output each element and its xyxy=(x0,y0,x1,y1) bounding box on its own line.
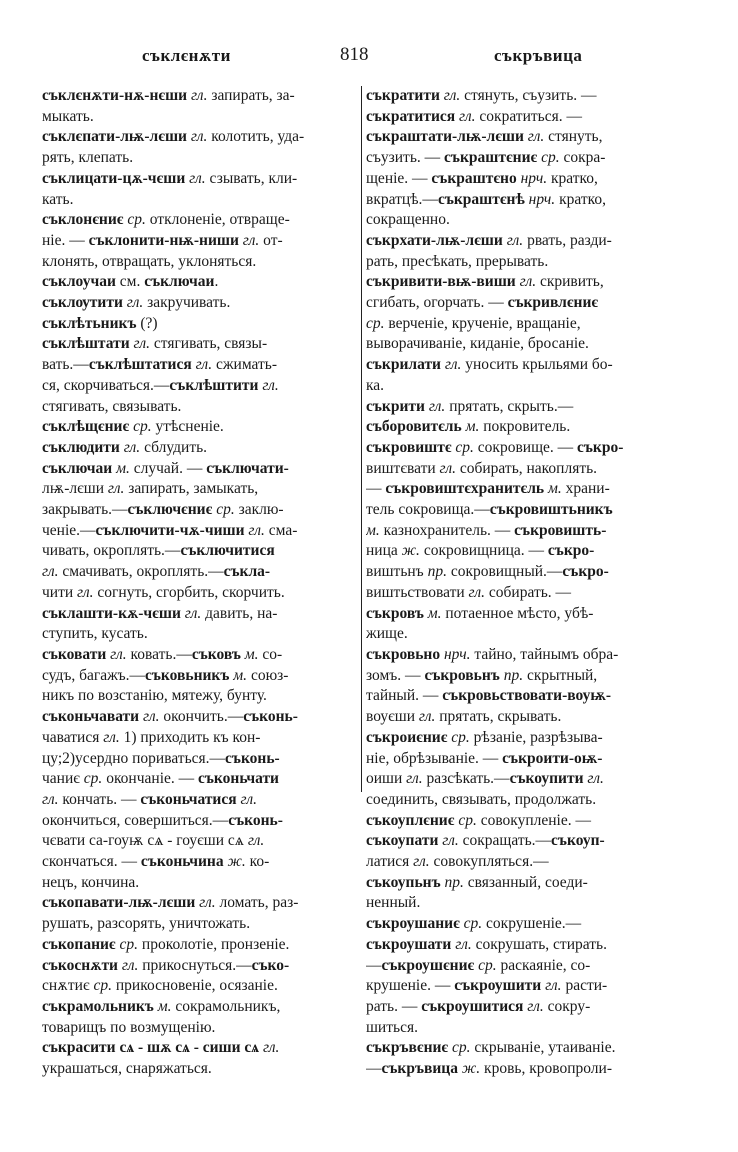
entry-line: ченіе.—съключити-чѫ-чиши гл. сма- xyxy=(42,521,298,539)
entry-line: съключаи м. случай. — съключати- xyxy=(42,459,289,477)
entry-line: съклоучаи см. съключаи. xyxy=(42,273,219,291)
entry-line: виштєвати гл. собирать, накоплять. xyxy=(366,459,598,477)
entry-line: съкраштати-лѭ-лєши гл. стянуть, xyxy=(366,128,603,146)
entry-line: съкроушати гл. сокрушать, стирать. xyxy=(366,935,607,953)
entry-line: гл. кончать. — съконьчатися гл. xyxy=(42,790,257,808)
entry-line: съклѣтьникъ (?) xyxy=(42,314,158,332)
entry-line: съкрхати-лѭ-лєши гл. рвать, разди- xyxy=(366,231,612,249)
entry-line: товарищъ по возмущенію. xyxy=(42,1018,216,1036)
entry-line: съузить. — съкраштєниє ср. сокра- xyxy=(366,149,606,167)
entry-line: рять, клепать. xyxy=(42,149,134,167)
entry-line: съкровъ м. потаенное мѣсто, убѣ- xyxy=(366,604,594,622)
entry-line: щеніе. — съкраштєно нрч. кратко, xyxy=(366,169,598,187)
dictionary-entry xyxy=(42,417,354,438)
dictionary-entry xyxy=(366,86,688,231)
entry-line: сокращенно. xyxy=(366,211,450,229)
entry-line: ненный. xyxy=(366,894,421,912)
entry-line: съкопавати-лѭ-лєши гл. ломать, раз- xyxy=(42,894,299,912)
entry-line: съкривити-вѭ-виши гл. скривить, xyxy=(366,273,604,291)
entry-line: крушеніе. — съкроушити гл. расти- xyxy=(366,977,608,995)
left-column xyxy=(42,86,354,1080)
dictionary-entry xyxy=(42,293,354,314)
entry-line: гл. смачивать, окроплять.—съкла- xyxy=(42,563,271,581)
entry-line: съкроушаниє ср. сокрушеніе.— xyxy=(366,915,582,933)
dictionary-entry xyxy=(366,355,688,396)
running-head-left: съклєнѫти xyxy=(142,46,231,65)
dictionary-entry xyxy=(366,438,688,645)
entry-line: съклашти-кѫ-чєши гл. давить, на- xyxy=(42,604,278,622)
dictionary-entry xyxy=(42,210,354,272)
dictionary-entry xyxy=(42,997,354,1038)
dictionary-entry xyxy=(42,127,354,168)
dictionary-entry xyxy=(42,645,354,707)
entry-line: съкрилати гл. уносить крыльями бо- xyxy=(366,356,613,374)
entry-line: чивать, окроплять.—съключитися xyxy=(42,542,275,560)
entry-line: ніе. — съклонити-нѭ-ниши гл. от- xyxy=(42,231,283,249)
entry-line: кать. xyxy=(42,190,74,208)
dictionary-entry xyxy=(42,169,354,210)
right-column xyxy=(366,86,688,1080)
entry-line: цу;2)усердно пориваться.—съконь- xyxy=(42,749,280,767)
entry-line: латися гл. совокупляться.— xyxy=(366,853,549,871)
entry-line: ніе, обрѣзываніе. — съкроити-оѭ- xyxy=(366,749,603,767)
entry-line: съкратитися гл. сократиться. — xyxy=(366,107,582,125)
entry-line: мыкать. xyxy=(42,107,94,125)
dictionary-entry xyxy=(366,728,688,811)
entry-line: стягивать, связывать. xyxy=(42,397,182,415)
entry-line: —съкроушєниє ср. раскаяніе, со- xyxy=(366,956,591,974)
dictionary-entry xyxy=(366,1038,688,1079)
entry-line: оиши гл. разсѣкать.—съкоупити гл. xyxy=(366,770,604,788)
dictionary-entry xyxy=(366,645,688,728)
entry-line: виштьствовати гл. собирать. — xyxy=(366,583,572,601)
entry-line: ступить, кусать. xyxy=(42,625,148,643)
dictionary-entry xyxy=(42,893,354,934)
entry-line: ница ж. сокровищница. — съкро- xyxy=(366,542,595,560)
dictionary-entry xyxy=(366,811,688,915)
entry-line: съклѹтити гл. закручивать. xyxy=(42,294,231,312)
entry-line: ка. xyxy=(366,376,385,394)
entry-line: съклѣщєниє ср. утѣсненіе. xyxy=(42,418,224,436)
dictionary-entry xyxy=(42,707,354,893)
entry-line: съкрамольникъ м. сокрамольникъ, xyxy=(42,997,281,1015)
page-header xyxy=(0,44,738,72)
entry-line: съклонєниє ср. отклоненіе, отвраще- xyxy=(42,211,290,229)
entry-line: украшаться, снаряжаться. xyxy=(42,1060,212,1078)
column-divider xyxy=(361,86,362,792)
entry-line: съкрити гл. прятать, скрыть.— xyxy=(366,397,574,415)
entry-line: ср. верченіе, крученіе, вращаніе, xyxy=(366,314,581,332)
dictionary-entry xyxy=(42,956,354,997)
entry-line: съклицати-цѫ-чєши гл. сзывать, кли- xyxy=(42,169,298,187)
entry-line: выворачиваніе, киданіе, бросаніе. xyxy=(366,335,589,353)
entry-line: чєвати са-гоуѭ сѧ - гоуєши сѧ гл. xyxy=(42,832,265,850)
entry-line: съклєнѫти-нѫ-нєши гл. запирать, за- xyxy=(42,87,295,104)
entry-line: чаниє ср. окончаніе. — съконьчати xyxy=(42,770,279,788)
entry-line: съкровьно нрч. тайно, тайнымъ обра- xyxy=(366,645,619,663)
running-head-right: съкръвица xyxy=(494,46,583,65)
entry-line: съкроиєниє ср. рѣзаніе, разрѣзыва- xyxy=(366,728,603,746)
entry-line: сгибать, огорчать. — съкривлєниє xyxy=(366,294,599,312)
dictionary-entry xyxy=(42,1038,354,1079)
dictionary-entry xyxy=(366,914,688,1038)
entry-line: лѭ-лєши гл. запирать, замыкать, xyxy=(42,480,259,498)
entry-line: съкопаниє ср. проколотіе, пронзеніе. xyxy=(42,935,290,953)
entry-line: рать, пресѣкать, прерывать. xyxy=(366,252,549,270)
dictionary-entry xyxy=(42,438,354,459)
entry-line: съкровиштє ср. сокровище. — съкро- xyxy=(366,438,624,456)
dictionary-entry xyxy=(42,334,354,417)
entry-line: съборовитєль м. покровитель. xyxy=(366,418,571,436)
dictionary-entry xyxy=(42,86,354,127)
entry-line: клонять, отвращать, уклоняться. xyxy=(42,252,257,270)
entry-line: рушать, разсорять, уничтожать. xyxy=(42,915,251,933)
entry-line: съковати гл. ковать.—съковъ м. со- xyxy=(42,645,283,663)
entry-line: никъ по возстанію, мятежу, бунту. xyxy=(42,687,267,705)
entry-line: — съкровиштєхранитєль м. храни- xyxy=(366,480,610,498)
entry-line: окончиться, совершиться.—съконь- xyxy=(42,811,283,829)
entry-line: съклєпати-лѭ-лєши гл. колотить, уда- xyxy=(42,128,305,146)
entry-line: виштьнъ пр. сокровищный.—съкро- xyxy=(366,563,609,581)
entry-line: нецъ, кончина. xyxy=(42,873,140,891)
entry-line: закрывать.—съключєниє ср. заклю- xyxy=(42,501,284,519)
entry-line: зомъ. — съкровьнъ пр. скрытный, xyxy=(366,666,598,684)
entry-line: съклюдити гл. сблудить. xyxy=(42,438,208,456)
entry-line: тель сокровища.—съкровиштьникъ xyxy=(366,501,613,519)
entry-line: съклѣштати гл. стягивать, связы- xyxy=(42,335,268,353)
dictionary-entry xyxy=(42,935,354,956)
entry-line: воуєши гл. прятать, скрывать. xyxy=(366,708,562,726)
entry-line: —съкръвица ж. кровь, кровопроли- xyxy=(366,1060,612,1078)
dictionary-entry xyxy=(366,397,688,438)
dictionary-entry xyxy=(366,272,688,355)
entry-line: рать. — съкроушитися гл. сокру- xyxy=(366,997,591,1015)
entry-line: съкрасити сѧ - шѫ сѧ - сиши сѧ гл. xyxy=(42,1039,280,1057)
entry-line: чаватися гл. 1) приходить къ кон- xyxy=(42,728,261,746)
dictionary-entry xyxy=(366,231,688,272)
entry-line: м. казнохранитель. — съкровишть- xyxy=(366,521,607,539)
entry-line: вать.—съклѣштатися гл. сжимать- xyxy=(42,356,278,374)
entry-line: скончаться. — съконьчина ж. ко- xyxy=(42,853,270,871)
entry-line: съкоснѫти гл. прикоснуться.—съко- xyxy=(42,956,290,974)
entry-line: съкоуплєниє ср. совокупленіе. — xyxy=(366,811,591,829)
entry-line: тайный. — съкровьствовати-воуѭ- xyxy=(366,687,612,705)
entry-line: ся, скорчиваться.—съклѣштити гл. xyxy=(42,376,279,394)
dictionary-entry xyxy=(42,459,354,604)
dictionary-entry xyxy=(42,272,354,293)
entry-line: соединить, связывать, продолжать. xyxy=(366,790,597,808)
entry-line: съконьчавати гл. окончить.—съконь- xyxy=(42,708,298,726)
dictionary-entry xyxy=(42,314,354,335)
entry-line: съкоупати гл. сокращать.—съкоуп- xyxy=(366,832,605,850)
entry-line: съкоупьнъ пр. связанный, соеди- xyxy=(366,873,588,891)
page-number: 818 xyxy=(340,44,369,65)
entry-line: снѫтиє ср. прикосновеніе, осязаніе. xyxy=(42,977,278,995)
entry-line: жище. xyxy=(366,625,408,643)
entry-line: вкратцѣ.—съкраштєнѣ нрч. кратко, xyxy=(366,190,606,208)
entry-line: судъ, багажъ.—съковьникъ м. союз- xyxy=(42,666,289,684)
entry-line: съкръвєниє ср. скрываніе, утаиваніе. xyxy=(366,1039,616,1057)
entry-line: чити гл. согнуть, сгорбить, скорчить. xyxy=(42,583,285,601)
dictionary-entry xyxy=(42,604,354,645)
entry-line: шиться. xyxy=(366,1018,418,1036)
entry-line: съкратити гл. стянуть, съузить. — xyxy=(366,87,597,104)
